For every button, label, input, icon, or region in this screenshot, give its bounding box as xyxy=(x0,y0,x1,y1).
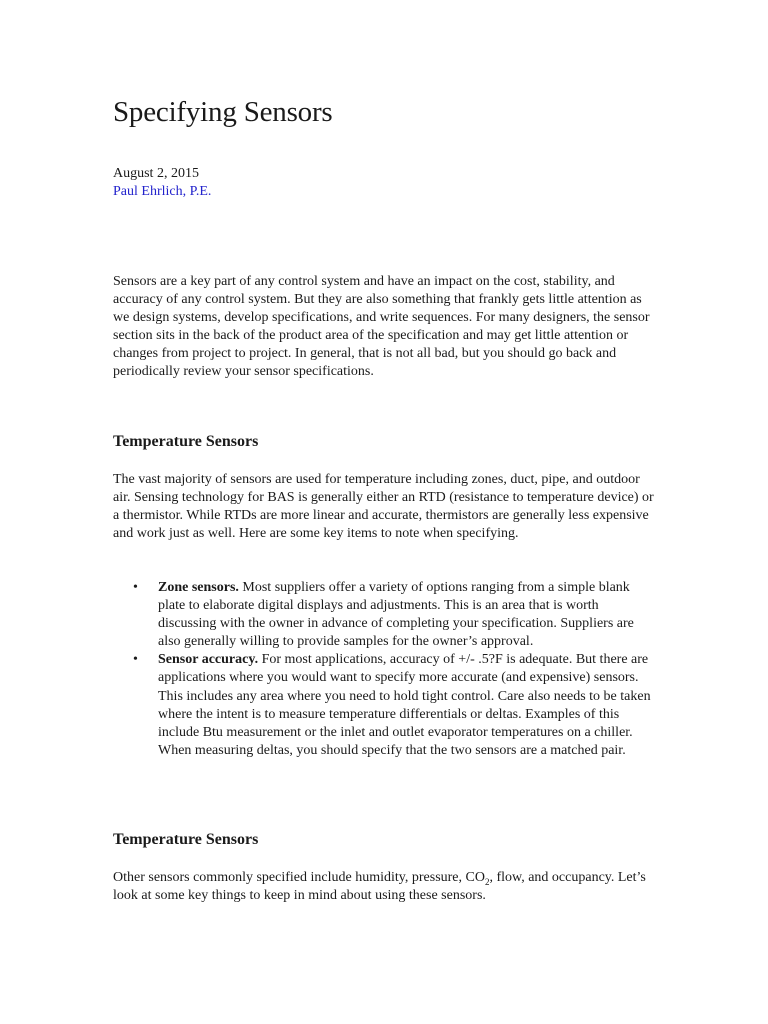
bullet-icon: • xyxy=(133,580,138,595)
other-sensors-text-1: Other sensors commonly specified include humidity, pressure, CO xyxy=(113,870,485,885)
list-item xyxy=(113,579,658,651)
list-item-lead: Sensor accuracy. xyxy=(158,652,259,668)
author-link[interactable]: Paul Ehrlich, P.E. xyxy=(113,184,212,199)
section-heading-temperature-sensors: Temperature Sensors xyxy=(113,433,259,450)
list-item-text: For most applications, accuracy of +/- .5?F is adequate. But there are applications where you would want to specify more accurate (and expensive) sensors. This includes any area where you need to hold tight control. Care also needs to be taken where the intent is to measure temperature differentials or deltas. Examples of this include Btu measurement or the inlet and outlet evaporator temperatures on a chiller. When measuring deltas, you should specify that the two sensors are a matched pair. xyxy=(158,652,651,758)
other-sensors-text-2: , flow, and occupancy. Let’s look at some key things to keep in mind about using these sensors. xyxy=(113,870,646,904)
publish-date: August 2, 2015 xyxy=(113,166,199,181)
temperature-sensors-paragraph: The vast majority of sensors are used for temperature including zones, duct, pipe, and outdoor air. Sensing technology for BAS is generally either an RTD (resistance to temperature device) or a thermistor. While RTDs are more linear and accurate, thermistors are generally less expensive and work just as well. Here are some key items to note when specifying. xyxy=(113,472,654,542)
other-sensors-paragraph xyxy=(113,869,658,905)
bullet-list xyxy=(113,579,658,760)
bullet-icon: • xyxy=(133,652,138,668)
intro-paragraph: Sensors are a key part of any control system and have an impact on the cost, stability, and accuracy of any control system. But they are also something that frankly gets little attention as we design systems, develop specifications, and write sequences. For many designers, the sensor section sits in the back of the product area of the specification and may get little attention or changes from project to project. In general, that is not all bad, but you should go back and periodically review your sensor specifications. xyxy=(113,274,650,380)
co2-subscript: 2 xyxy=(484,876,490,887)
list-item-lead: Zone sensors. xyxy=(158,580,239,595)
list-item xyxy=(113,651,658,760)
article-title: Specifying Sensors xyxy=(113,96,333,128)
section-heading-temperature-sensors-2: Temperature Sensors xyxy=(113,831,259,848)
list-item-text: Most suppliers offer a variety of options ranging from a simple blank plate to elaborate digital displays and adjustments. This is an area that is worth discussing with the owner in advance of completing your specification. Suppliers are also generally willing to provide samples for the owner’s approval. xyxy=(158,580,634,650)
